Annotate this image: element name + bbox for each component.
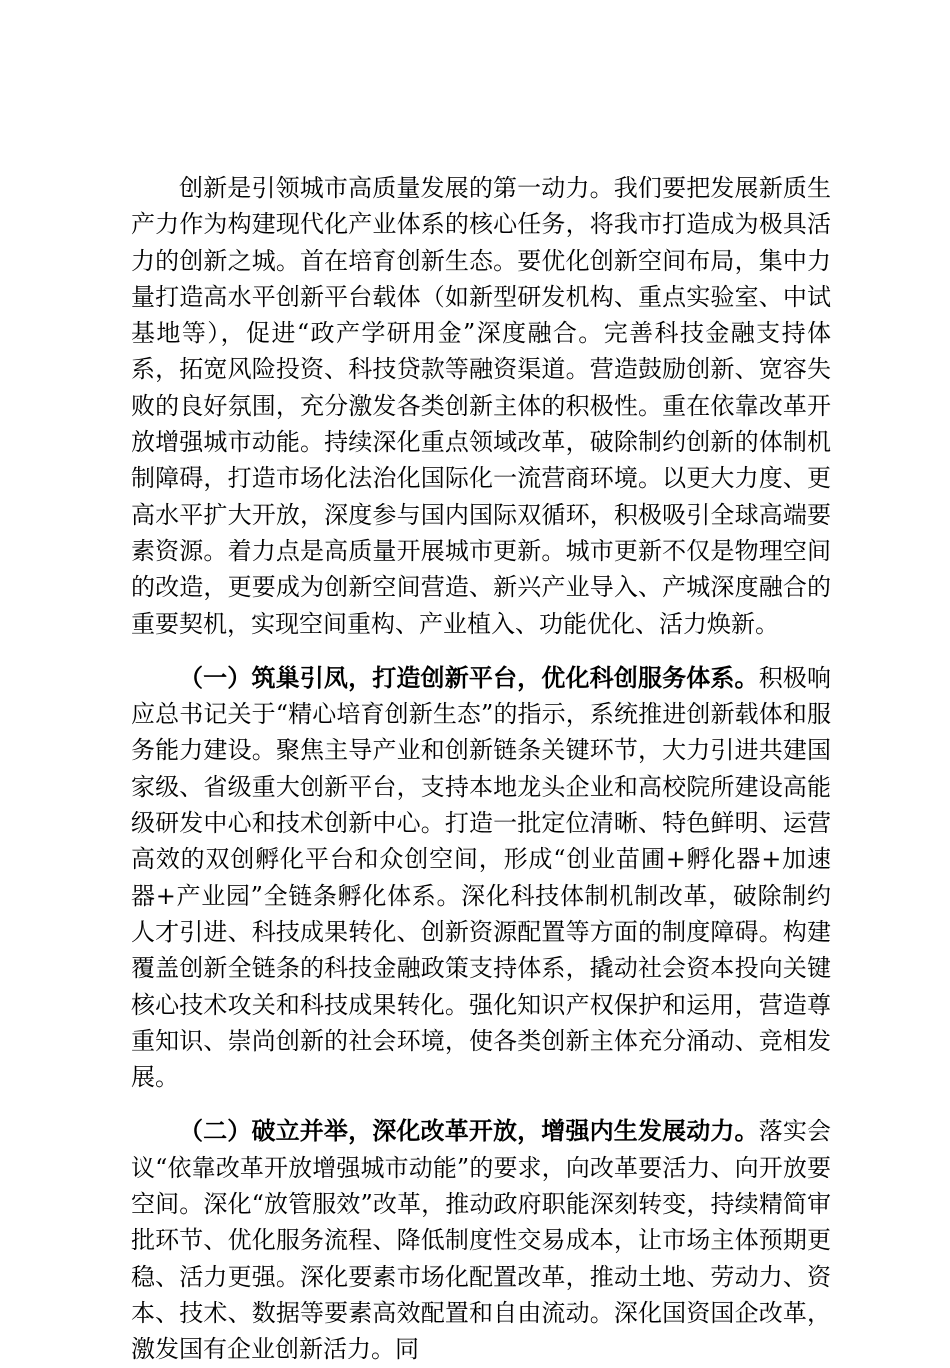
paragraph-section-1: [131, 660, 831, 1096]
paragraph-intro-body: 创新是引领城市高质量发展的第一动力。我们要把发展新质生产力作为构建现代化产业体系的核心任务，将我市打造成为极具活力的创新之城。首在培育创新生态。要优化创新空间布局，集中力量打造高水平创新平台载体（如新型研发机构、重点实验室、中试基地等），促进“政产学研用金”深度融合。完善科技金融支持体系，拓宽风险投资、科技贷款等融资渠道。营造鼓励创新、宽容失败的良好氛围，充分激发各类创新主体的积极性。重在依靠改革开放增强城市动能。持续深化重点领域改革，破除制约创新的体制机制障碍，打造市场化法治化国际化一流营商环境。以更大力度、更高水平扩大开放，深度参与国内国际双循环，积极吸引全球高端要素资源。着力点是高质量开展城市更新。城市更新不仅是物理空间的改造，更要成为创新空间营造、新兴产业导入、产城深度融合的重要契机，实现空间重构、产业植入、功能优化、活力焕新。: [131, 174, 831, 638]
section-1-body: 积极响应总书记关于“精心培育创新生态”的指示，系统推进创新载体和服务能力建设。聚焦主导产业和创新链条关键环节，大力引进共建国家级、省级重大创新平台，支持本地龙头企业和高校院所建设高能级研发中心和技术创新中心。打造一批定位清晰、特色鲜明、运营高效的双创孵化平台和众创空间，形成“创业苗圃+孵化器+加速器+产业园”全链条孵化体系。深化科技体制机制改革，破除制约人才引进、科技成果转化、创新资源配置等方面的制度障碍。构建覆盖创新全链条的科技金融政策支持体系，撬动社会资本投向关键核心技术攻关和科技成果转化。强化知识产权保护和运用，营造尊重知识、崇尚创新的社会环境，使各类创新主体充分涌动、竞相发展。: [131, 663, 832, 1092]
paragraph-intro: [131, 170, 831, 642]
section-2-heading: （二）破立并举，深化改革开放，增强内生发展动力。: [179, 1117, 759, 1146]
section-2-body: 落实会议“依靠改革开放增强城市动能”的要求，向改革要活力、向开放要空间。深化“放管服效”改革，推动政府职能深刻转变，持续精简审批环节、优化服务流程、降低制度性交易成本，让市场主体预期更稳、活力更强。深化要素市场化配置改革，推动土地、劳动力、资本、技术、数据等要素高效配置和自由流动。深化国资国企改革，激发国有企业创新活力。同: [131, 1117, 832, 1364]
paragraph-section-2: [131, 1113, 831, 1367]
document-body: [131, 170, 831, 1368]
section-1-heading: （一）筑巢引凤，打造创新平台，优化科创服务体系。: [179, 663, 759, 692]
